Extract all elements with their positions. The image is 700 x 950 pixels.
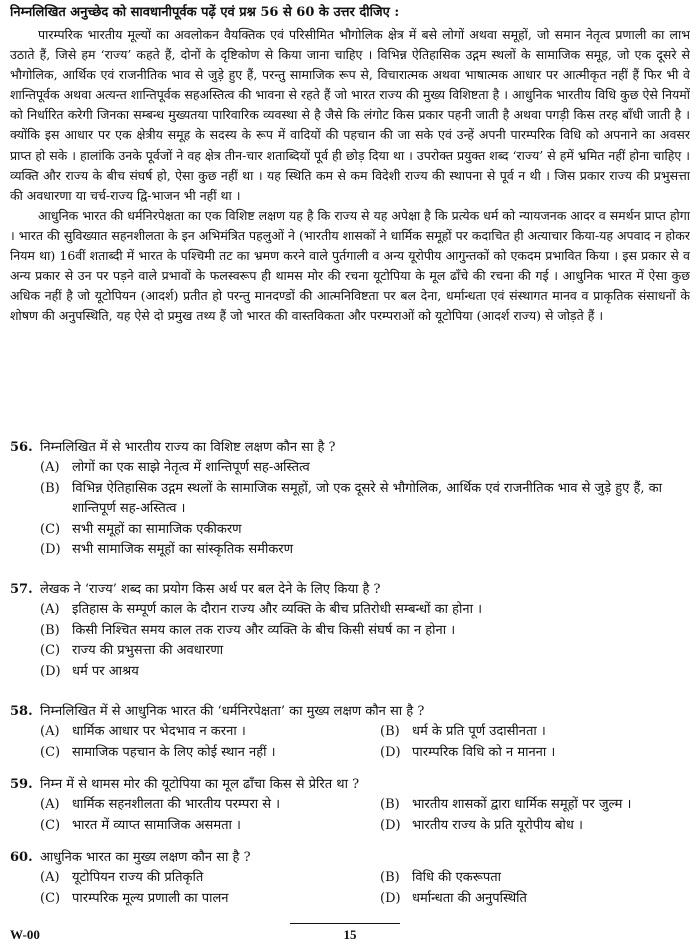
instruction-heading: निम्नलिखित अनुच्छेद को सावधानीपूर्वक पढ़ें एवं प्रश्न 56 से 60 के उत्तर दीजिए :: [10, 5, 400, 20]
option-a[interactable]: [10, 722, 350, 743]
question-text: आधुनिक भारत का मुख्य लक्षण कौन सा है ?: [40, 850, 251, 865]
option-label: (C): [40, 890, 61, 906]
question-60: [10, 848, 690, 909]
option-label: (A): [40, 870, 60, 885]
option-b[interactable]: [10, 621, 690, 642]
footer-divider: [290, 923, 400, 924]
option-text: धार्मिक आधार पर भेदभाव न करना ।: [72, 724, 246, 739]
option-label: (D): [380, 744, 401, 760]
option-c[interactable]: [10, 743, 350, 764]
option-text: भारत में व्याप्त सामाजिक असमता ।: [72, 817, 241, 833]
option-label: (C): [40, 817, 61, 833]
option-label: (A): [40, 724, 60, 739]
option-label: (C): [40, 521, 61, 537]
option-label: (C): [40, 643, 61, 658]
option-b[interactable]: [350, 722, 690, 743]
question-number: 56.: [10, 440, 33, 455]
option-a[interactable]: [10, 600, 690, 621]
question-number: 60.: [10, 850, 33, 865]
option-text: सभी सामाजिक समूहों का सांस्कृतिक समीकरण: [72, 542, 294, 557]
option-d[interactable]: [10, 662, 690, 683]
option-label: (B): [380, 797, 400, 812]
option-text: धर्म पर आश्रय: [72, 663, 139, 679]
question-text: निम्न में से थामस मोर की यूटोपिया का मूल ढाँचा किस से प्रेरित था ?: [40, 777, 360, 792]
option-d[interactable]: [350, 889, 690, 910]
option-c[interactable]: [10, 641, 690, 662]
option-b[interactable]: [350, 795, 690, 816]
option-a[interactable]: [10, 458, 690, 479]
question-text: निम्नलिखित में से आधुनिक भारत की ‘धर्मनिरपेक्षता’ का मुख्य लक्षण कौन सा है ?: [40, 704, 425, 719]
option-text: यूटोपियन राज्य की प्रतिकृति: [72, 870, 204, 885]
option-label: (A): [40, 460, 60, 475]
option-d[interactable]: [10, 540, 690, 561]
page-number: 15: [343, 927, 357, 942]
option-c[interactable]: [10, 889, 350, 910]
option-label: (B): [40, 622, 60, 638]
option-label: (C): [40, 744, 61, 760]
option-label: (A): [40, 797, 60, 812]
option-text: विधि की एकरूपता: [412, 870, 502, 885]
option-label: (B): [40, 480, 60, 496]
option-text: लोगों का एक साझे नेतृत्व में शान्तिपूर्ण सह-अस्तित्व: [72, 460, 310, 475]
option-text: भारतीय राज्य के प्रति यूरोपीय बोध ।: [412, 817, 583, 833]
option-text: धर्मान्धता की अनुपस्थिति: [412, 890, 527, 906]
booklet-code: W-00: [10, 927, 40, 942]
option-a[interactable]: [10, 795, 350, 816]
question-number: 59.: [10, 777, 33, 792]
reading-passage: [10, 25, 690, 326]
option-c[interactable]: [10, 816, 350, 837]
option-label: (D): [380, 890, 401, 906]
option-text: सभी समूहों का सामाजिक एकीकरण: [72, 521, 242, 537]
option-b[interactable]: [10, 479, 690, 520]
question-number: 58.: [10, 704, 33, 719]
option-label: (B): [380, 870, 400, 885]
question-58: [10, 702, 690, 763]
option-label: (D): [380, 817, 401, 833]
question-number: 57.: [10, 582, 33, 597]
option-text: पारम्परिक विधि को न मानना ।: [412, 744, 556, 760]
option-label: (D): [40, 542, 61, 557]
option-text: धर्म के प्रति पूर्ण उदासीनता ।: [412, 724, 546, 739]
question-text: लेखक ने ‘राज्य’ शब्द का प्रयोग किस अर्थ पर बल देने के लिए किया है ?: [40, 582, 381, 597]
option-d[interactable]: [350, 816, 690, 837]
option-text: इतिहास के सम्पूर्ण काल के दौरान राज्य और व्यक्ति के बीच प्रतिरोधी सम्बन्धों का होना ।: [72, 602, 483, 617]
passage-paragraph-2: आधुनिक भारत की धर्मनिरपेक्षता का एक विशिष्ट लक्षण यह है कि राज्य से यह अपेक्षा है कि प्रत्येक धर्म को न्यायजनक आदर व समर्थन प्राप्त होगा । भारत की सुविख्यात सहनशीलता के इन अभिमंत्रित पहलुओं ने (भारतीय शासकों ने धार्मिक समूहों पर कदाचित ही अत्याचार किया-यह अपवाद न होकर नियम था) 16वीं शताब्दी में भारत के पश्चिमी तट का भ्रमण करने वाले पुर्तगाली व अन्य यूरोपीय आगुन्तकों को एकदम प्रभावित किया । इस प्रकार से व अन्य प्रकार से उन पर पड़ने वाले प्रभावों के फलस्वरूप ही थामस मोर की रचना यूटोपिया के मूल ढाँचे की रचना की गई । आधुनिक भारत में ऐसा कुछ अधिक नहीं है जो यूटोपियन (आदर्श) प्रतीत हो परन्तु मानदण्डों की आत्मनिविष्टता पर बल देना, धर्मान्धता एवं संस्थागत मानव व प्राकृतिक संसाधनों के शोषण की अनुपस्थिति, यह ऐसे दो प्रमुख तथ्य हैं जो भारत की वास्तविकता और परम्पराओं को यूटोपिया (आदर्श राज्य) से जोड़ते हैं ।: [10, 207, 690, 324]
option-label: (A): [40, 602, 60, 617]
option-text: राज्य की प्रभुसत्ता की अवधारणा: [72, 643, 224, 658]
option-text: किसी निश्चित समय काल तक राज्य और व्यक्ति के बीच किसी संघर्ष का न होना ।: [72, 622, 456, 638]
option-text: भारतीय शासकों द्वारा धार्मिक समूहों पर जुल्म ।: [412, 797, 632, 812]
option-d[interactable]: [350, 743, 690, 764]
option-text: सामाजिक पहचान के लिए कोई स्थान नहीं ।: [72, 744, 276, 760]
question-text: निम्नलिखित में से भारतीय राज्य का विशिष्ट लक्षण कौन सा है ?: [40, 440, 336, 455]
question-56: [10, 438, 690, 561]
option-text: पारम्परिक मूल्य प्रणाली का पालन: [72, 890, 229, 906]
option-a[interactable]: [10, 868, 350, 889]
question-59: [10, 775, 690, 836]
option-text: विभिन्न ऐतिहासिक उद्गम स्थलों के सामाजिक समूहों, जो एक दूसरे से भौगोलिक, आर्थिक एवं राजनीतिक भाव से जुड़े हुए हैं, का शान्तिपूर्ण सह-अस्तित्व ।: [72, 480, 662, 516]
option-label: (B): [380, 724, 400, 739]
passage-paragraph-1: पारम्परिक भारतीय मूल्यों का अवलोकन वैयक्तिक एवं परिसीमित भौगोलिक क्षेत्र में बसे लोगों अथवा समूहों, जो समान नेतृत्व प्रणाली का लाभ उठाते हैं, जिसे हम ‘राज्य’ कहते हैं, दोनों के दृष्टिकोण से किया जाना चाहिए । विभिन्न ऐतिहासिक उद्गम स्थलों के सामाजिक समूह, जो एक दूसरे से भौगोलिक, आर्थिक एवं राजनीतिक भाव से जुड़े हुए हैं, परन्तु सामाजिक रूप से, विचारात्मक अथवा भाषात्मक आधार पर आत्मीकृत नहीं हैं फिर भी वे शान्तिपूर्वक अथवा अत्यन्त शान्तिपूर्वक सहअस्तित्व की भावना से रहते हैं जो भारत राज्य की मुख्य विशिष्टता है । आधुनिक भारतीय विधि कुछ ऐसे नियमों को निर्धारित करेगी जिनका सम्बन्ध मुख्यतया पारिवारिक व्यवस्था से है जैसे कि लंगोट किस प्रकार पहनी जाती है अथवा पगड़ी किस तरह बाँधी जाती है । क्योंकि इस आधार पर एक क्षेत्रीय समूह के सदस्य के रूप में वादियों की पहचान की जा सके एवं उन्हें अपनी पारम्परिक विधि को अपनाने का अवसर प्राप्त हो सके । हालांकि उनके पूर्वजों ने वह क्षेत्र तीन-चार शताब्दियों पूर्व ही छोड़ दिया था । उपरोक्त प्रयुक्त शब्द ‘राज्य’ से हमें भ्रमित नहीं होना चाहिए । व्यक्ति और राज्य के बीच संघर्ष हो, ऐसा कुछ नहीं था । यह स्थिति कम से कम विदेशी राज्य की स्थापना से पूर्व न थी । जिस प्रकार राज्य की प्रभुसत्ता की अवधारणा या चर्च-राज्य द्वि-भाजन भी नहीं था ।: [10, 27, 690, 203]
option-label: (D): [40, 663, 61, 679]
option-text: धार्मिक सहनशीलता की भारतीय परम्परा से ।: [72, 797, 281, 812]
option-c[interactable]: [10, 520, 690, 541]
option-b[interactable]: [350, 868, 690, 889]
question-57: [10, 580, 690, 682]
